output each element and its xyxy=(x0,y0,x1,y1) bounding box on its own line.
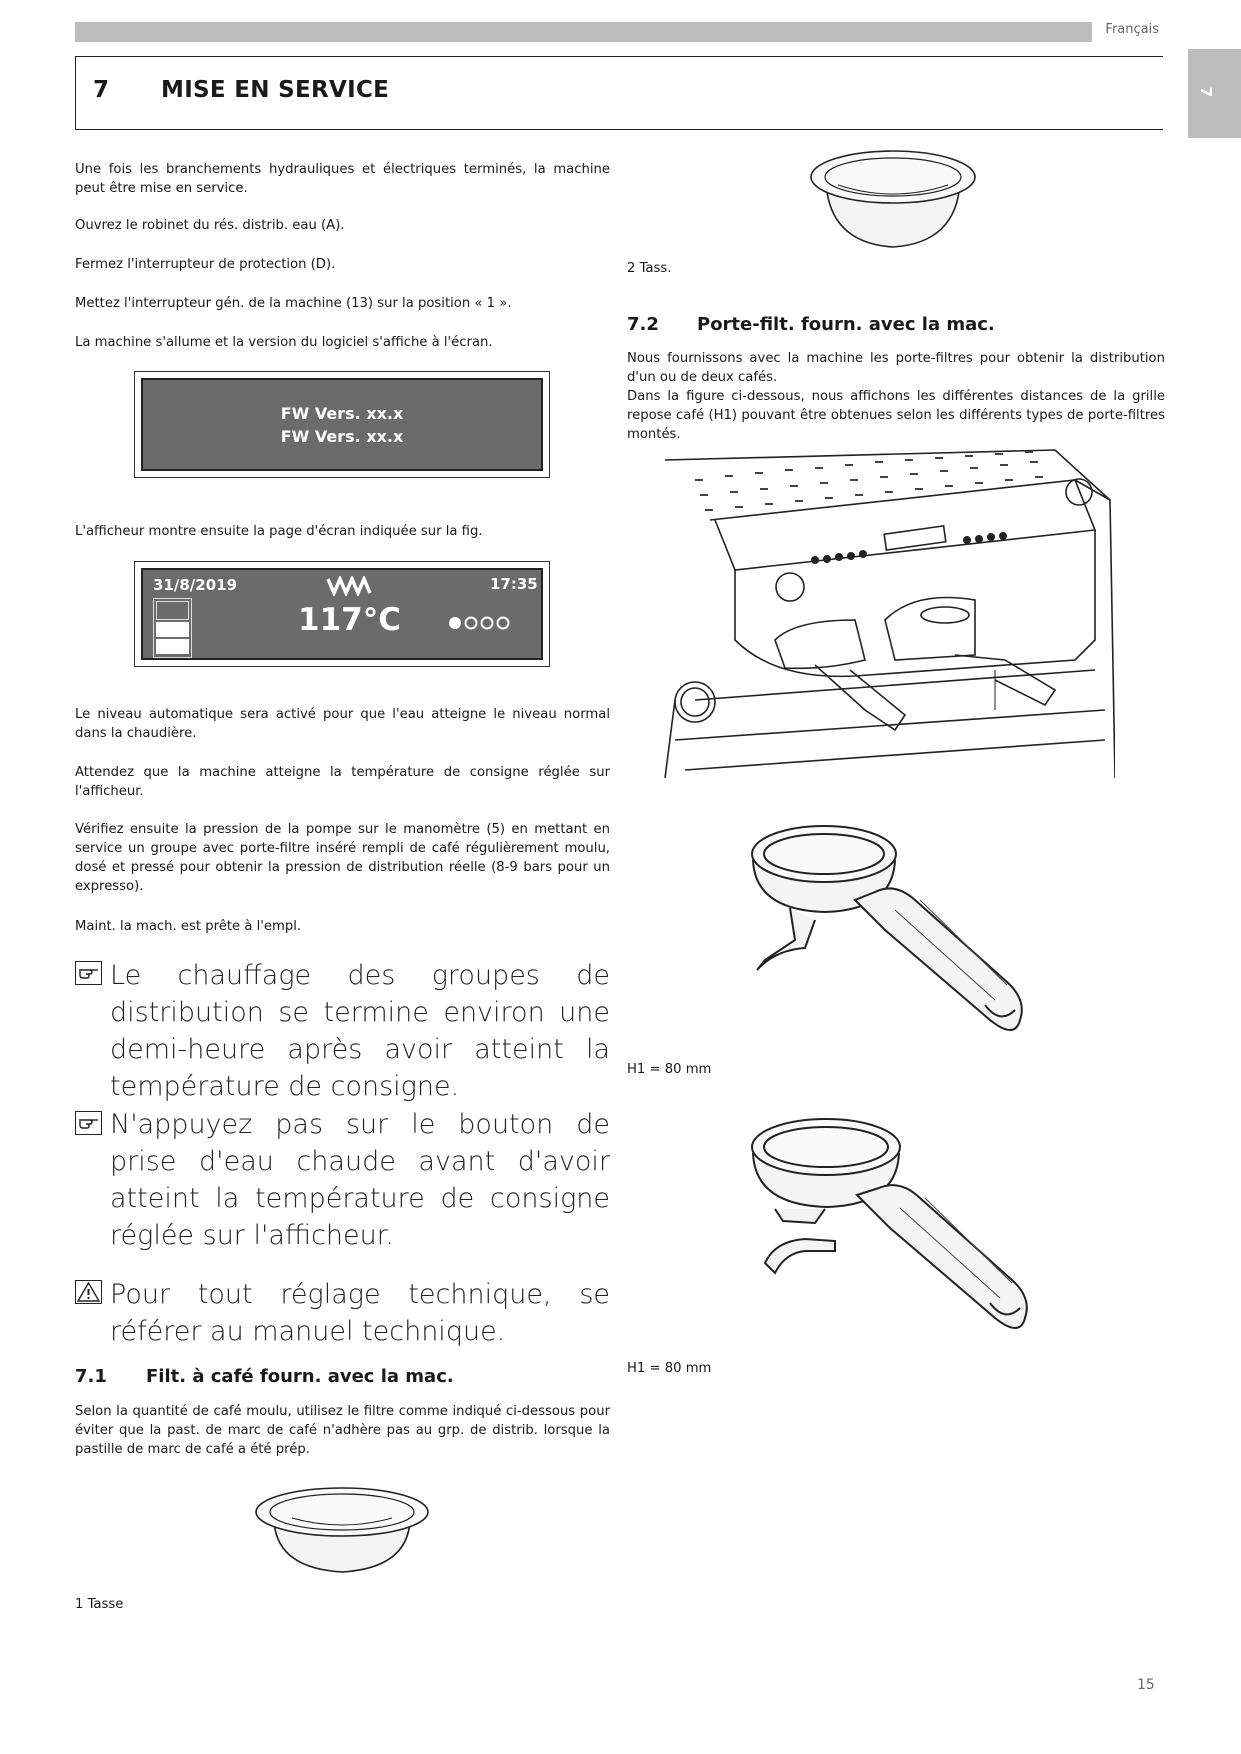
hand-pointer-icon xyxy=(75,1111,102,1135)
caption-1-cup: 1 Tasse xyxy=(75,1597,124,1612)
firmware-line-2: FW Vers. xx.x xyxy=(280,426,404,446)
paragraph-temperature: Attendez que la machine atteigne la température de consigne réglée sur l'afficheur. xyxy=(75,765,610,799)
page-number: 15 xyxy=(1137,1677,1155,1693)
caption-h1-a: H1 = 80 mm xyxy=(627,1062,712,1077)
note-technical: Pour tout réglage technique, se référer au manuel technique. xyxy=(110,1279,610,1347)
section-7-2-title: Porte-filt. fourn. avec la mac. xyxy=(697,314,995,335)
chapter-side-tab xyxy=(1188,49,1241,138)
home-screen-display xyxy=(134,561,550,667)
filter-basket-1-cup-icon xyxy=(252,1478,432,1578)
paragraph-level: Le niveau automatique sera activé pour que l'eau atteigne le niveau normal dans la chaudière. xyxy=(75,707,610,741)
section-7-1-text: Selon la quantité de café moulu, utilisez le filtre comme indiqué ci-dessous pour éviter que la past. de marc de café n'adhère pas au grp. de distrib. lorsque la pastille de marc de café a été prép. xyxy=(75,1404,610,1457)
caption-h1-b: H1 = 80 mm xyxy=(627,1361,712,1376)
progress-dots-icon xyxy=(447,614,511,632)
espresso-machine-illustration xyxy=(655,440,1115,778)
portafilter-single-spout-illustration xyxy=(745,820,1035,1050)
hand-pointer-icon xyxy=(75,961,102,985)
caption-2-cups: 2 Tass. xyxy=(627,261,672,276)
note-hot-water: N'appuyez pas sur le bouton de prise d'eau chaude avant d'avoir atteint la température de consigne réglée sur l'afficheur. xyxy=(110,1109,610,1251)
paragraph-ready: Maint. la mach. est prête à l'empl. xyxy=(75,919,302,934)
firmware-display xyxy=(134,371,550,478)
display-time: 17:35 xyxy=(490,575,538,593)
portafilter-double-spout-illustration xyxy=(745,1113,1040,1353)
side-tab-number: 7 xyxy=(1197,86,1216,98)
warning-triangle-icon xyxy=(75,1280,102,1304)
intro-paragraph-1: Une fois les branchements hydrauliques et électriques terminés, la machine peut être mise en service. xyxy=(75,162,610,196)
section-7-1-title: Filt. à café fourn. avec la mac. xyxy=(146,1366,454,1387)
section-7-2-text-1: Nous fournissons avec la machine les porte-filtres pour obtenir la distribution d'un ou de deux cafés. xyxy=(627,351,1165,385)
display-date: 31/8/2019 xyxy=(153,576,238,594)
intro-paragraph-5: La machine s'allume et la version du logiciel s'affiche à l'écran. xyxy=(75,335,493,350)
intro-paragraph-3: Fermez l'interrupteur de protection (D). xyxy=(75,257,336,272)
level-gauge-icon xyxy=(153,598,192,658)
section-7-2-text-2: Dans la figure ci-dessous, nous affichons les différentes distances de la grille repose café (H1) pouvant être obtenues selon les différents types de porte-filtres montés. xyxy=(627,389,1165,442)
paragraph-pressure: Vérifiez ensuite la pression de la pompe sur le manomètre (5) en mettant en service un groupe avec porte-filtre inséré rempli de café régulièrement moulu, dosé et pressé pour obtenir la pression de distribution réelle (8-9 bars pour un expresso). xyxy=(75,822,610,894)
display-temperature: 117°C xyxy=(298,602,401,638)
steam-icon xyxy=(326,576,372,596)
section-7-1-number: 7.1 xyxy=(75,1366,107,1387)
chapter-number: 7 xyxy=(93,77,110,103)
intro-paragraph-2: Ouvrez le robinet du rés. distrib. eau (A). xyxy=(75,218,345,233)
filter-basket-2-cups-icon xyxy=(808,143,978,251)
chapter-title: MISE EN SERVICE xyxy=(161,77,390,103)
note-heating: Le chauffage des groupes de distribution se termine environ une demi-heure après avoir atteint la température de consigne. xyxy=(110,960,610,1102)
after-display-text: L'afficheur montre ensuite la page d'écran indiquée sur la fig. xyxy=(75,524,483,539)
section-7-2-number: 7.2 xyxy=(627,314,659,335)
intro-paragraph-4: Mettez l'interrupteur gén. de la machine (13) sur la position « 1 ». xyxy=(75,296,512,311)
header-bar xyxy=(75,22,1092,42)
language-label: Français xyxy=(1105,22,1159,37)
firmware-line-1: FW Vers. xx.x xyxy=(280,403,404,423)
